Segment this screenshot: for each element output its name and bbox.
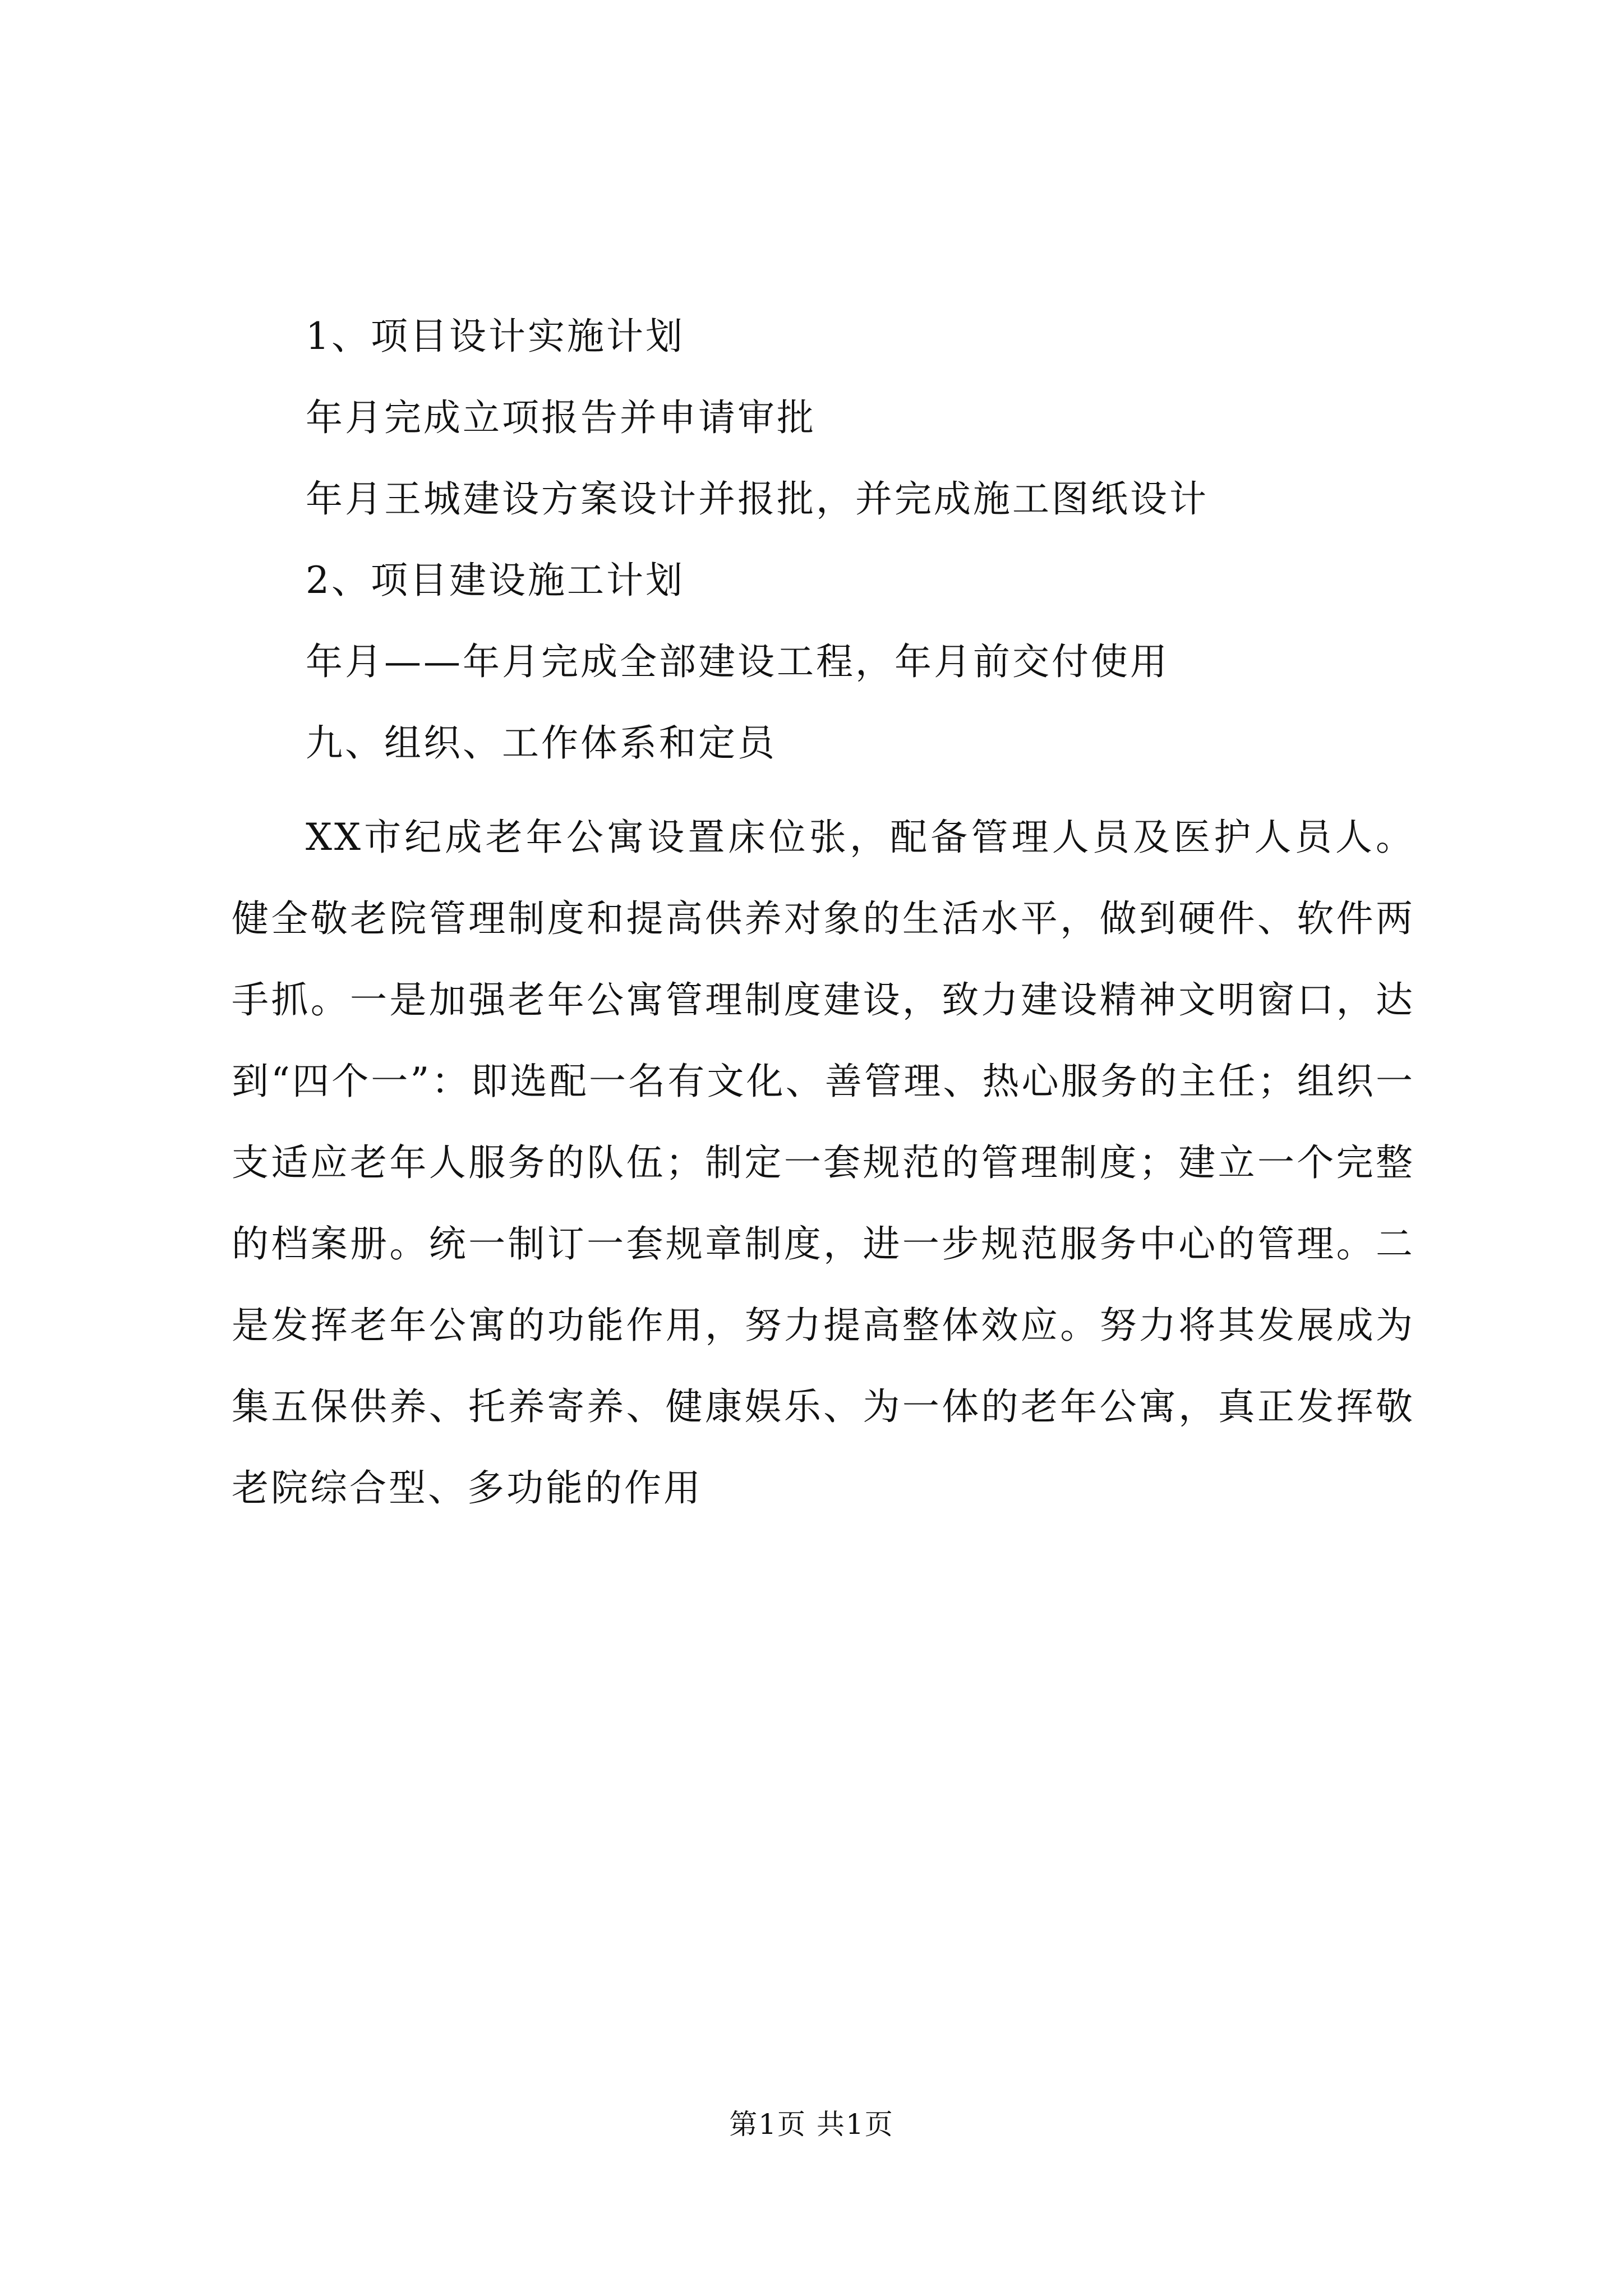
body-paragraph: XX市纪成老年公寓设置床位张，配备管理人员及医护人员人。健全敬老院管理制度和提高供养对象的生活水平，做到硬件、软件两手抓。一是加强老年公寓管理制度建设，致力建设精神文明窗口，达到“四个一”：即选配一名有文化、善管理、热心服务的主任；组织一支适应老年人服务的队伍；制定一套规范的管理制度；建立一个完整的档案册。统一制订一套规章制度，进一步规范服务中心的管理。二是发挥老年公寓的功能作用，努力提高整体效应。努力将其发展成为集五保供养、托养寄养、健康娱乐、为一体的老年公寓，真正发挥敬老院综合型、多功能的作用 (232, 816, 1415, 1510)
text-line-design: 年月王城建设方案设计并报批，并完成施工图纸设计 (306, 477, 1209, 521)
heading-organization: 九、组织、工作体系和定员 (306, 721, 777, 765)
page-footer: 第1页 共1页 (729, 2108, 894, 2141)
text-line-approval: 年月完成立项报告并申请审批 (306, 396, 816, 439)
heading-construction-plan: 2、项目建设施工计划 (306, 559, 685, 602)
text-line-schedule: 年月——年月完成全部建设工程，年月前交付使用 (306, 640, 1169, 683)
heading-design-plan: 1、项目设计实施计划 (306, 315, 685, 358)
